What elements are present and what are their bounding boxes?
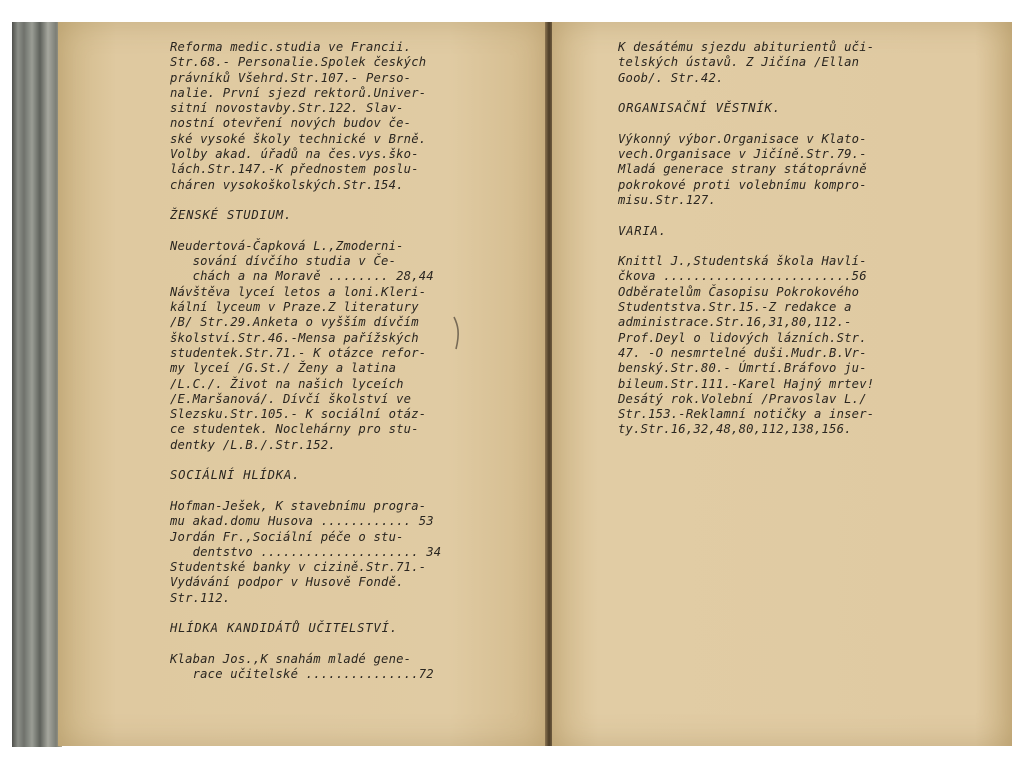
text-line: právníků Všehrd.Str.107.- Perso- xyxy=(170,70,412,85)
text-line: bileum.Str.111.-Karel Hajný mrtev! xyxy=(618,376,875,391)
text-line: 47. -O nesmrtelné duši.Mudr.B.Vr- xyxy=(618,345,867,360)
text-line: Knittl J.,Studentská škola Havlí- xyxy=(618,254,867,269)
text-line: nalie. První sjezd rektorů.Univer- xyxy=(170,85,427,100)
text-line: dentstvo ..................... 34 xyxy=(170,544,442,559)
text-line: Studentstva.Str.15.-Z redakce a xyxy=(618,300,852,315)
text-line: benský.Str.80.- Úmrtí.Bráfovo ju- xyxy=(618,361,867,376)
blank-line xyxy=(618,116,998,131)
text-line: studentek.Str.71.- K otázce refor- xyxy=(170,345,427,360)
text-line: Reforma medic.studia ve Francii. xyxy=(170,40,412,54)
text-line: Návštěva lyceí letos a loni.Kleri- xyxy=(170,284,427,299)
text-line: Prof.Deyl o lidových lázních.Str. xyxy=(618,330,867,345)
blank-line xyxy=(170,453,545,468)
text-line: ské vysoké školy technické v Brně. xyxy=(170,131,427,146)
blank-line xyxy=(170,637,545,652)
text-line: ty.Str.16,32,48,80,112,138,156. xyxy=(618,422,852,437)
blank-line xyxy=(618,208,998,223)
text-line: sitní novostavby.Str.122. Slav- xyxy=(170,101,404,116)
left-page-text xyxy=(170,40,545,682)
section-heading: HLÍDKA KANDIDÁTŮ UČITELSTVÍ. xyxy=(170,621,398,636)
text-line: K desátému sjezdu abiturientů uči- xyxy=(618,40,875,54)
text-line: misu.Str.127. xyxy=(618,192,716,207)
text-line: race učitelské ...............72 xyxy=(170,667,434,682)
text-line: školství.Str.46.-Mensa pařížských xyxy=(170,330,419,345)
text-line: nostní otevření nových budov če- xyxy=(170,116,412,131)
blank-line xyxy=(170,193,545,208)
text-line: telských ústavů. Z Jičína /Ellan xyxy=(618,55,860,70)
text-line: Odběratelům Časopisu Pokrokového xyxy=(618,284,860,299)
text-line: chách a na Moravě ........ 28,44 xyxy=(170,269,434,284)
text-line: Slezsku.Str.105.- K sociální otáz- xyxy=(170,407,427,422)
text-line: my lyceí /G.St./ Ženy a latina xyxy=(170,361,397,376)
section-heading: ORGANISAČNÍ VĚSTNÍK. xyxy=(618,101,781,116)
text-line: Mladá generace strany státoprávně xyxy=(618,162,867,177)
text-line: kální lyceum v Praze.Z literatury xyxy=(170,300,419,315)
text-line: /L.C./. Život na našich lyceích xyxy=(170,376,404,391)
blank-line xyxy=(618,86,998,101)
text-line: /B/ Str.29.Anketa o vyšším dívčím xyxy=(170,315,419,330)
text-line: Hofman-Ješek, K stavebnímu progra- xyxy=(170,498,427,513)
blank-line xyxy=(170,484,545,499)
text-line: Jordán Fr.,Sociální péče o stu- xyxy=(170,529,404,544)
blank-line xyxy=(618,239,998,254)
section-heading: SOCIÁLNÍ HLÍDKA. xyxy=(170,468,301,483)
text-line: vech.Organisace v Jičíně.Str.79.- xyxy=(618,147,867,162)
text-line: Vydávání podpor v Husově Fondě. xyxy=(170,575,404,590)
text-line: Neudertová-Čapková L.,Zmoderni- xyxy=(170,238,404,253)
text-line: cháren vysokoškolských.Str.154. xyxy=(170,177,404,192)
text-line: Goob/. Str.42. xyxy=(618,70,724,85)
text-line: čkova .........................56 xyxy=(618,269,867,284)
text-line: Desátý rok.Volební /Pravoslav L./ xyxy=(618,391,867,406)
book-binding-edge xyxy=(12,22,62,747)
text-line: Volby akad. úřadů na čes.vys.ško- xyxy=(170,147,419,162)
text-line: administrace.Str.16,31,80,112.- xyxy=(618,315,852,330)
blank-line xyxy=(170,606,545,621)
text-line: Str.68.- Personalie.Spolek českých xyxy=(170,55,427,70)
text-line: sování dívčího studia v Če- xyxy=(170,254,397,269)
text-line: Klaban Jos.,K snahám mladé gene- xyxy=(170,651,412,666)
blank-line xyxy=(170,224,545,239)
section-heading: ŽENSKÉ STUDIUM. xyxy=(170,208,293,223)
text-line: Studentské banky v cizině.Str.71.- xyxy=(170,560,427,575)
text-line: mu akad.domu Husova ............ 53 xyxy=(170,514,434,529)
text-line: /E.Maršanová/. Dívčí školství ve xyxy=(170,391,412,406)
pencil-mark-icon xyxy=(448,315,468,351)
text-line: dentky /L.B./.Str.152. xyxy=(170,437,336,452)
right-page-text xyxy=(618,40,998,438)
text-line: Str.112. xyxy=(170,590,231,605)
text-line: ce studentek. Noclehárny pro stu- xyxy=(170,422,419,437)
text-line: pokrokové proti volebnímu kompro- xyxy=(618,177,867,192)
text-line: Výkonný výbor.Organisace v Klato- xyxy=(618,131,867,146)
text-line: Str.153.-Reklamní notičky a inser- xyxy=(618,407,875,422)
text-line: lách.Str.147.-K přednostem poslu- xyxy=(170,162,419,177)
section-heading: VARIA. xyxy=(618,223,667,238)
